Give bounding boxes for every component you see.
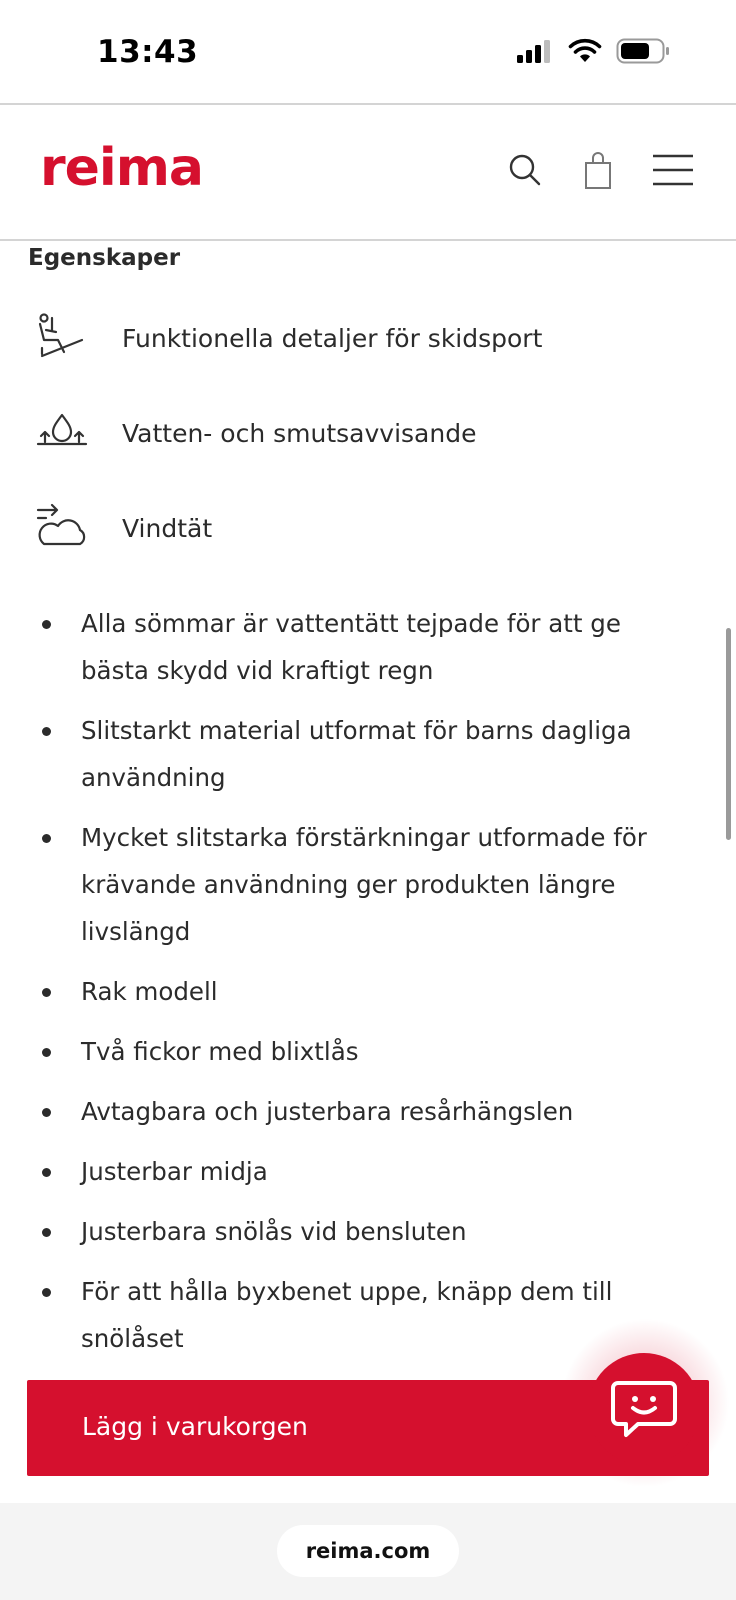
- bullet-item: Slitstarkt material utformat för barns dagliga användning: [0, 707, 736, 801]
- status-time: 13:43: [97, 34, 199, 70]
- feature-label: Vatten- och smutsavvisande: [122, 419, 477, 448]
- bullet-item: För att hålla byxbenet uppe, knäpp dem till snölåset: [0, 1268, 736, 1362]
- bullet-item: Alla sömmar är vattentätt tejpade för att ge bästa skydd vid kraftigt regn: [0, 600, 736, 694]
- status-icons: [516, 38, 670, 64]
- bullet-item: Två fickor med blixtlås: [0, 1028, 736, 1075]
- scrollbar[interactable]: [726, 628, 731, 840]
- url-bar[interactable]: [277, 1525, 459, 1577]
- bullet-item: Avtagbara och justerbara resårhängslen: [0, 1088, 736, 1135]
- bullet-item: Justerbara snölås vid bensluten: [0, 1208, 736, 1255]
- battery-icon: [616, 38, 670, 64]
- feature-bullet-list: [0, 600, 736, 1375]
- reima-logo[interactable]: reima: [40, 138, 204, 198]
- status-bar: [0, 0, 736, 104]
- feature-item: [0, 405, 736, 465]
- cellular-signal-icon: [516, 39, 554, 63]
- features-title: Egenskaper: [28, 245, 181, 271]
- windproof-cloud-icon: [34, 500, 90, 556]
- feature-label: Vindtät: [122, 514, 213, 543]
- bullet-item: Rak modell: [0, 968, 736, 1015]
- chat-smiley-icon: [588, 1353, 700, 1465]
- site-header: [0, 105, 736, 239]
- wifi-icon: [568, 38, 602, 64]
- url-text: reima.com: [305, 1539, 431, 1563]
- add-to-cart-label: Lägg i varukorgen: [82, 1412, 308, 1441]
- bullet-item: Justerbar midja: [0, 1148, 736, 1195]
- feature-label: Funktionella detaljer för skidsport: [122, 324, 543, 353]
- feature-item: [0, 500, 736, 560]
- bullet-item: Mycket slitstarka förstärkningar utformade för krävande användning ger produkten längre livslängd: [0, 814, 736, 955]
- header-divider: [0, 239, 736, 241]
- feature-item: [0, 310, 736, 370]
- water-drop-repellent-icon: [34, 405, 90, 461]
- shopping-bag-icon[interactable]: [584, 151, 614, 191]
- menu-icon[interactable]: [652, 153, 694, 187]
- ski-lift-icon: [34, 310, 90, 366]
- chat-button[interactable]: [588, 1353, 700, 1465]
- search-icon[interactable]: [508, 151, 544, 191]
